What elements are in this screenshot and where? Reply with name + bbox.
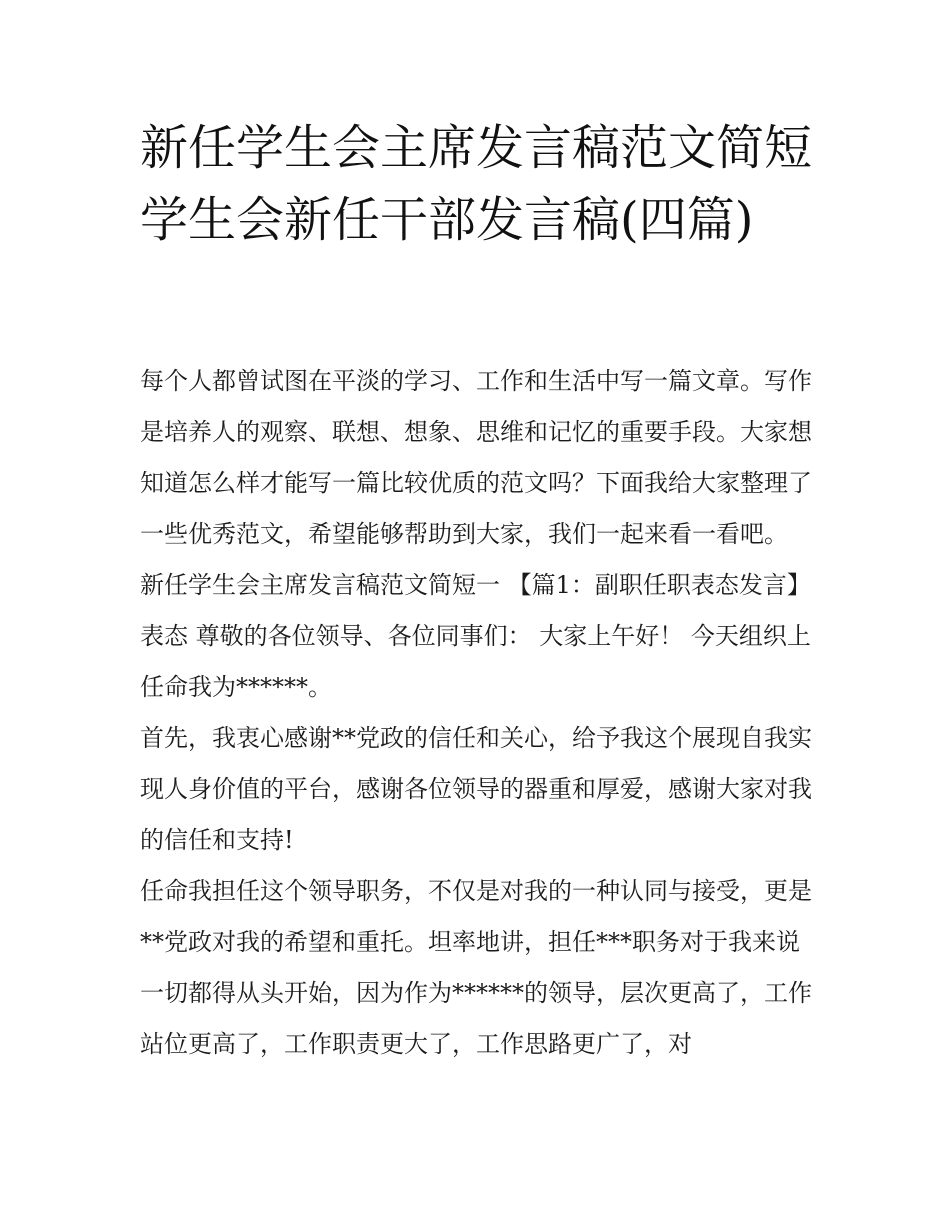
paragraph-thanks: 首先，我衷心感谢**党政的信任和关心，给予我这个展现自我实现人身价值的平台，感谢各位领导的器重和厚爱，感谢大家对我的信任和支持!	[140, 724, 812, 854]
document-body	[140, 356, 820, 1070]
paragraph-heading-one: 新任学生会主席发言稿范文简短一 【篇1：副职任职表态发言】 表态 尊敬的各位领导、各位同事们： 大家上午好！ 今天组织上任命我为******。	[140, 571, 811, 701]
paragraph-intro: 每个人都曾试图在平淡的学习、工作和生活中写一篇文章。写作是培养人的观察、联想、想象、思维和记忆的重要手段。大家想知道怎么样才能写一篇比较优质的范文吗？下面我给大家整理了一些优秀范文，希望能够帮助到大家，我们一起来看一看吧。	[140, 367, 812, 548]
paragraph-appointment: 任命我担任这个领导职务，不仅是对我的一种认同与接受，更是**党政对我的希望和重托。坦率地讲，担任***职务对于我来说一切都得从头开始，因为作为******的领导，层次更高了，工作站位更高了，工作职责更大了，工作思路更广了，对	[140, 877, 812, 1058]
document-title: 新任学生会主席发言稿范文简短 学生会新任干部发言稿(四篇)	[140, 120, 813, 248]
